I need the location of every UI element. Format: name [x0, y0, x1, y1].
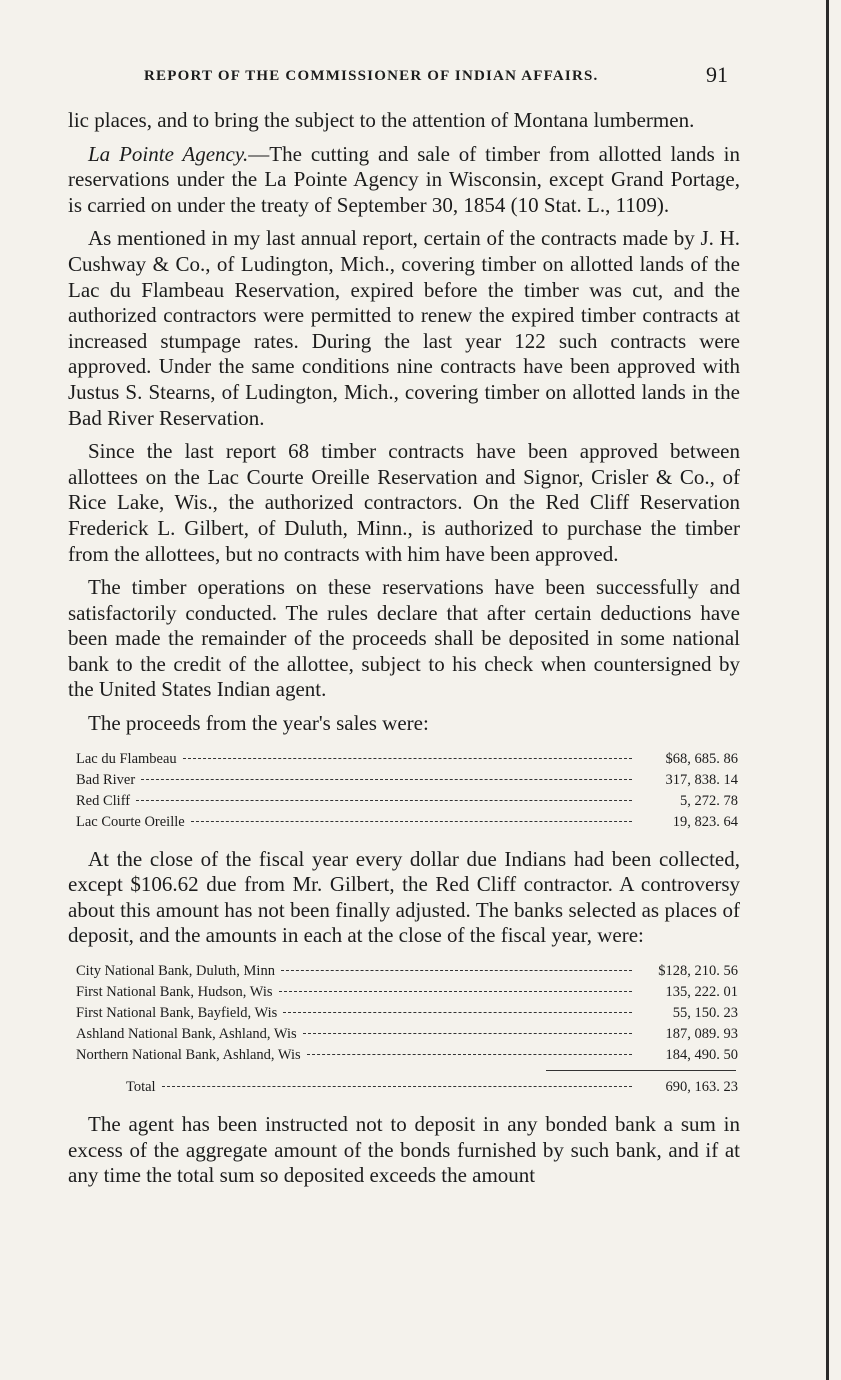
page-edge: [826, 0, 829, 1380]
page-number: 91: [706, 62, 728, 87]
row-amount: 19, 823. 64: [672, 813, 738, 830]
table-row: [76, 1005, 738, 1026]
total-row: [76, 1079, 738, 1100]
total-amount: 690, 163. 23: [665, 1079, 738, 1096]
row-amount: $128, 210. 56: [658, 963, 738, 980]
paragraph-4: Since the last report 68 timber contracts have been approved between allottees on the Lac Courte Oreille Reservation and Signor, Crisler & Co., of Rice Lake, Wis., the authorized contractors. On the Red Cliff Reservation Frederick L. Gilbert, of Duluth, Minn., is authorized to purchase the timber from the allottees, but no contracts with him have been approved.: [68, 439, 740, 566]
section-heading: La Pointe Agency.: [88, 141, 249, 166]
row-amount: 187, 089. 93: [665, 1026, 738, 1043]
total-label: Total: [126, 1079, 156, 1096]
paragraph-3: As mentioned in my last annual report, certain of the contracts made by J. H. Cushway & Co., of Ludington, Mich., covering timber on allotted lands of the Lac du Flambeau Reservation, expired before the timber was cut, and the authorized contractors were permitted to renew the expired timber contracts at increased stumpage rates. During the last year 122 such contracts were approved. Under the same conditions nine contracts have been approved with Justus S. Stearns, of Ludington, Mich., covering timber on allotted lands in the Bad River Reservation.: [68, 226, 740, 430]
paragraph-6: The proceeds from the year's sales were:: [88, 711, 429, 736]
paragraph-2: [68, 142, 740, 219]
row-label: Red Cliff: [76, 792, 131, 809]
paragraph-7: At the close of the fiscal year every dollar due Indians had been collected, except $106.62 due from Mr. Gilbert, the Red Cliff contractor. A controversy about this amount has not been finally adjusted. The banks selected as places of deposit, and the amounts in each at the close of the fiscal year, were:: [68, 846, 740, 948]
row-amount: 184, 490. 50: [665, 1047, 738, 1064]
row-label: Bad River: [76, 771, 136, 788]
total-rule: [546, 1070, 736, 1071]
row-amount: 317, 838. 14: [665, 771, 738, 788]
paragraph-2-body: —The cutting and sale of timber from allotted lands in reservations under the La Pointe Agency in Wisconsin, except Grand Portage, is carried on under the treaty of September 30, 1854 (10 Stat. L., 1109).: [68, 141, 740, 217]
table-row: [76, 814, 738, 835]
row-label: Lac du Flambeau: [76, 750, 177, 767]
row-amount: 135, 222. 01: [665, 984, 738, 1001]
table-row: [76, 963, 738, 984]
paragraph-1: lic places, and to bring the subject to the attention of Montana lumbermen.: [68, 108, 695, 132]
table-row: [76, 984, 738, 1005]
table-row: [76, 772, 738, 793]
running-header: [68, 62, 740, 92]
header-title: REPORT OF THE COMMISSIONER OF INDIAN AFFAIRS.: [144, 68, 599, 84]
row-amount: $68, 685. 86: [665, 750, 738, 767]
table-row: [76, 1047, 738, 1068]
row-label: First National Bank, Bayfield, Wis: [76, 1005, 278, 1022]
row-label: Ashland National Bank, Ashland, Wis: [76, 1026, 297, 1043]
row-label: Northern National Bank, Ashland, Wis: [76, 1047, 301, 1064]
row-label: First National Bank, Hudson, Wis: [76, 984, 273, 1001]
table-row: [76, 793, 738, 814]
table-row: [76, 1026, 738, 1047]
row-label: Lac Courte Oreille: [76, 813, 185, 830]
paragraph-5: The timber operations on these reservations have been successfully and satisfactorily conducted. The rules declare that after certain deductions have been made the remainder of the proceeds shall be deposited in some national bank to the credit of the allottee, subject to his check when countersigned by the United States Indian agent.: [68, 575, 740, 702]
table-row: [76, 751, 738, 772]
proceeds-table: [76, 751, 738, 835]
paragraph-8: The agent has been instructed not to deposit in any bonded bank a sum in excess of the aggregate amount of the bonds furnished by such bank, and if at any time the total sum so deposited exceeds the amount: [68, 1112, 740, 1188]
row-amount: 5, 272. 78: [680, 792, 738, 809]
row-label: City National Bank, Duluth, Minn: [76, 963, 275, 980]
row-amount: 55, 150. 23: [672, 1005, 738, 1022]
body-text: [68, 108, 740, 1189]
banks-table: [76, 963, 738, 1100]
